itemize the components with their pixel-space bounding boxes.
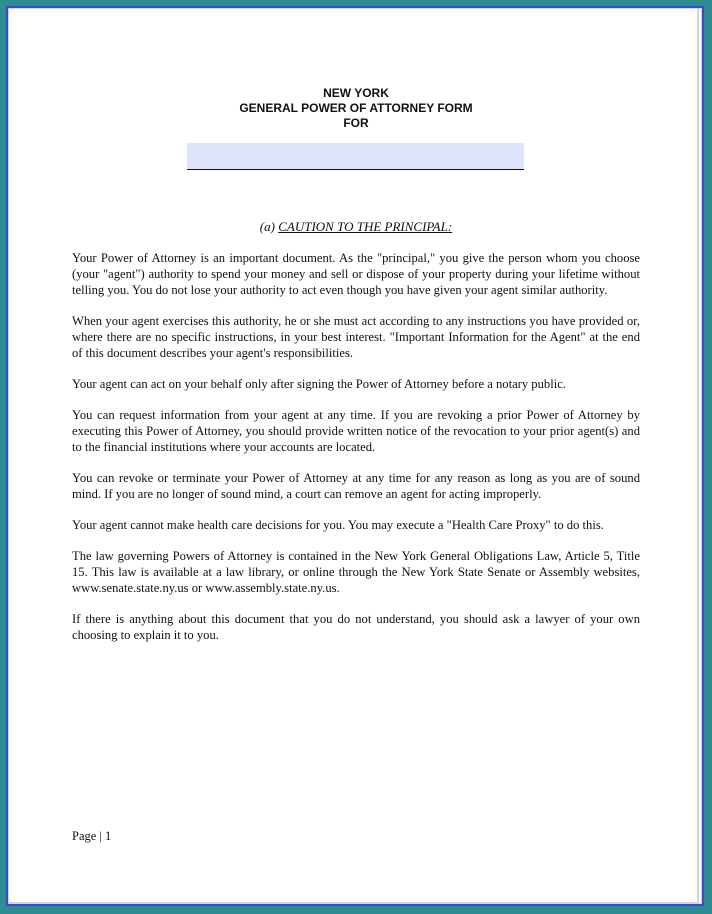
paragraph-agent-authority: When your agent exercises this authority, he or she must act according to any instructions you have provided or, where there are no specific instructions, in your best interest. "Important Information for the Agent" at the end of this document describes your agent's responsibilities. <box>72 314 640 360</box>
principal-name-field[interactable] <box>187 143 524 170</box>
page-number: Page | 1 <box>72 829 112 843</box>
caution-title: CAUTION TO THE PRINCIPAL: <box>278 219 453 234</box>
paragraph-revocation-notice: You can request information from your agent at any time. If you are revoking a prior Power of Attorney by executing this Power of Attorney, you should provide written notice of the revocation to your prior agent(s) and to the financial institutions where your accounts are located. <box>72 408 640 454</box>
paragraph-importance: Your Power of Attorney is an important document. As the "principal," you give the person whom you choose (your "agent") authority to spend your money and sell or dispose of your property during your lifetime without telling you. You do not lose your authority to act even though you have given your agent similar authority. <box>72 251 640 297</box>
paragraph-ask-lawyer: If there is anything about this document that you do not understand, you should ask a lawyer of your own choosing to explain it to you. <box>72 612 640 642</box>
document-header <box>0 86 712 131</box>
paragraph-health-care: Your agent cannot make health care decisions for you. You may execute a "Health Care Proxy" to do this. <box>72 518 604 532</box>
title-state: NEW YORK <box>323 86 389 100</box>
paragraph-notary: Your agent can act on your behalf only after signing the Power of Attorney before a notary public. <box>72 377 566 391</box>
paragraph-revoke-terminate: You can revoke or terminate your Power of Attorney at any time for any reason as long as you are of sound mind. If you are no longer of sound mind, a court can remove an agent for acting improperly. <box>72 471 640 501</box>
title-for: FOR <box>343 116 369 130</box>
paragraph-governing-law: The law governing Powers of Attorney is contained in the New York General Obligations Law, Article 5, Title 15. This law is available at a law library, or online through the New York State Senate or Assembly websites, www.senate.state.ny.us or www.assembly.state.ny.us. <box>72 549 640 595</box>
caution-body <box>72 250 640 658</box>
caution-heading <box>0 219 712 235</box>
title-form-name: GENERAL POWER OF ATTORNEY FORM <box>239 101 473 115</box>
caution-prefix: (a) <box>259 219 275 234</box>
